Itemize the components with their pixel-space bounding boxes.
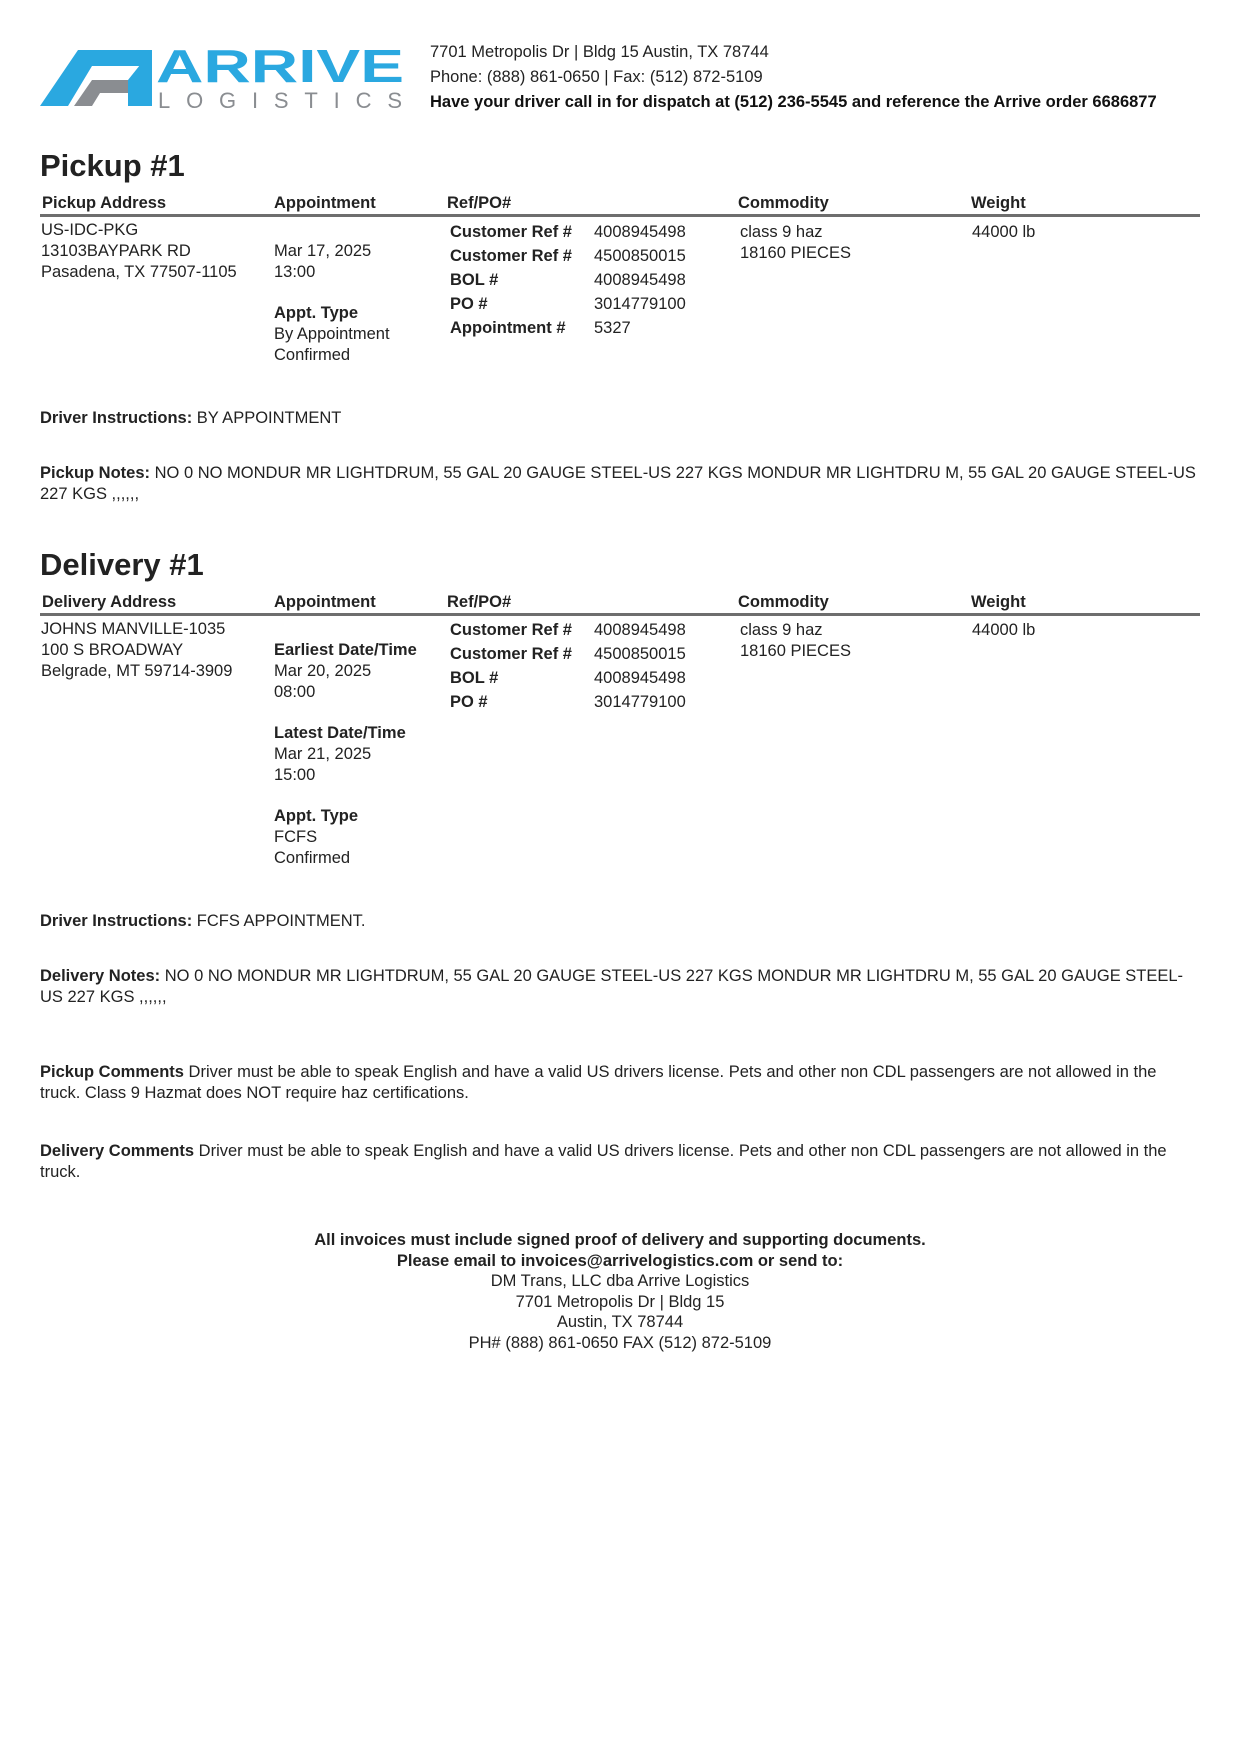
instructions-text: BY APPOINTMENT bbox=[196, 409, 342, 427]
latest-label: Latest Date/Time bbox=[274, 724, 406, 742]
pickup-refs bbox=[450, 222, 710, 342]
earliest-label: Earliest Date/Time bbox=[274, 641, 417, 659]
address-line: 100 S BROADWAY bbox=[41, 641, 184, 659]
svg-text:LOGISTICS: LOGISTICS bbox=[158, 88, 402, 112]
ref-row bbox=[450, 222, 710, 246]
appt-type-label: Appt. Type bbox=[274, 304, 359, 322]
ref-key: Appointment # bbox=[450, 319, 566, 337]
weight-header: Weight bbox=[971, 194, 1026, 212]
delivery-address-header: Delivery Address bbox=[42, 593, 177, 611]
address-line: Pasadena, TX 77507-1105 bbox=[41, 263, 237, 281]
invoice-footer bbox=[40, 1230, 1200, 1353]
ref-header: Ref/PO# bbox=[447, 194, 512, 212]
pickup-commodity bbox=[740, 222, 851, 264]
document-header bbox=[40, 40, 1200, 120]
instructions-label: Driver Instructions: bbox=[40, 912, 193, 930]
address-line: Belgrade, MT 59714-3909 bbox=[41, 662, 233, 680]
pickup-address-header: Pickup Address bbox=[42, 194, 167, 212]
appt-type-label: Appt. Type bbox=[274, 807, 359, 825]
notes-label: Pickup Notes: bbox=[40, 464, 151, 482]
appointment-header: Appointment bbox=[274, 593, 376, 611]
ref-key: Customer Ref # bbox=[450, 645, 572, 663]
latest-time: 15:00 bbox=[274, 766, 316, 784]
company-address: 7701 Metropolis Dr | Bldg 15 Austin, TX 78744 bbox=[430, 43, 769, 61]
address-line: 13103BAYPARK RD bbox=[41, 242, 191, 260]
delivery-comments-text: Driver must be able to speak English and have a valid US drivers license. Pets and other non CDL passengers are not allowed in the truck. bbox=[40, 1142, 1167, 1181]
notes-label: Delivery Notes: bbox=[40, 967, 161, 985]
footer-line: Austin, TX 78744 bbox=[556, 1313, 684, 1331]
commodity-line: 18160 PIECES bbox=[740, 642, 851, 660]
pickup-weight: 44000 lb bbox=[972, 223, 1036, 241]
ref-row bbox=[450, 620, 710, 644]
ref-value: 4008945498 bbox=[594, 621, 686, 639]
commodity-line: 18160 PIECES bbox=[740, 244, 851, 262]
pickup-comments-label: Pickup Comments bbox=[40, 1063, 184, 1081]
footer-line: DM Trans, LLC dba Arrive Logistics bbox=[490, 1272, 750, 1290]
pickup-driver-instructions bbox=[40, 408, 1200, 429]
address-line: US-IDC-PKG bbox=[41, 221, 139, 239]
ref-value: 4008945498 bbox=[594, 271, 686, 289]
pickup-appointment bbox=[274, 241, 390, 366]
pickup-address bbox=[41, 220, 237, 283]
weight-header: Weight bbox=[971, 593, 1026, 611]
ref-row bbox=[450, 294, 710, 318]
appointment-header: Appointment bbox=[274, 194, 376, 212]
delivery-title: Delivery #1 bbox=[40, 547, 204, 582]
delivery-refs bbox=[450, 620, 710, 716]
footer-line: 7701 Metropolis Dr | Bldg 15 bbox=[515, 1292, 725, 1311]
ref-header: Ref/PO# bbox=[447, 593, 512, 611]
ref-value: 4008945498 bbox=[594, 669, 686, 687]
dispatch-instructions: Have your driver call in for dispatch at (512) 236-5545 and reference the Arrive order 6686877 bbox=[430, 93, 1157, 111]
ref-row bbox=[450, 668, 710, 692]
ref-value: 3014779100 bbox=[594, 295, 686, 313]
pickup-table-header bbox=[40, 191, 1200, 217]
appt-status: Confirmed bbox=[274, 346, 351, 364]
ref-value: 5327 bbox=[594, 319, 631, 337]
ref-key: PO # bbox=[450, 693, 488, 711]
earliest-time: 08:00 bbox=[274, 683, 316, 701]
instructions-label: Driver Instructions: bbox=[40, 409, 193, 427]
pickup-comments-text: Driver must be able to speak English and have a valid US drivers license. Pets and other non CDL passengers are not allowed in the truck. Class 9 Hazmat does NOT require haz certifications. bbox=[40, 1063, 1157, 1102]
pickup-title: Pickup #1 bbox=[40, 148, 185, 183]
delivery-address bbox=[41, 619, 232, 682]
ref-key: BOL # bbox=[450, 271, 499, 289]
ref-row bbox=[450, 246, 710, 270]
commodity-header: Commodity bbox=[738, 593, 829, 611]
ref-row bbox=[450, 270, 710, 294]
footer-line: PH# (888) 861-0650 FAX (512) 872-5109 bbox=[468, 1333, 772, 1352]
footer-line: Please email to invoices@arrivelogistics.com or send to: bbox=[396, 1251, 844, 1270]
appt-type-value: By Appointment bbox=[274, 325, 390, 343]
ref-value: 4500850015 bbox=[594, 247, 686, 265]
delivery-comments-label: Delivery Comments bbox=[40, 1142, 195, 1160]
ref-row bbox=[450, 318, 710, 342]
appointment-date: Mar 17, 2025 bbox=[274, 242, 372, 260]
delivery-appointment bbox=[274, 640, 417, 869]
pickup-comments bbox=[40, 1062, 1200, 1104]
ref-value: 4008945498 bbox=[594, 223, 686, 241]
latest-date: Mar 21, 2025 bbox=[274, 745, 372, 763]
company-info bbox=[430, 40, 1157, 115]
ref-value: 4500850015 bbox=[594, 645, 686, 663]
earliest-date: Mar 20, 2025 bbox=[274, 662, 372, 680]
footer-line: All invoices must include signed proof of delivery and supporting documents. bbox=[314, 1231, 926, 1249]
appt-status: Confirmed bbox=[274, 849, 351, 867]
svg-text:ARRIVE: ARRIVE bbox=[156, 46, 404, 92]
ref-row bbox=[450, 644, 710, 668]
instructions-text: FCFS APPOINTMENT. bbox=[196, 912, 366, 930]
ref-key: BOL # bbox=[450, 669, 499, 687]
pickup-notes bbox=[40, 463, 1200, 505]
delivery-comments bbox=[40, 1141, 1200, 1183]
appointment-time: 13:00 bbox=[274, 263, 316, 281]
appt-type-value: FCFS bbox=[274, 828, 318, 846]
delivery-commodity bbox=[740, 620, 851, 662]
ref-key: Customer Ref # bbox=[450, 621, 572, 639]
notes-text: NO 0 NO MONDUR MR LIGHTDRUM, 55 GAL 20 GAUGE STEEL-US 227 KGS MONDUR MR LIGHTDRU M, 55 GAL 20 GAUGE STEEL-US 227 KGS ,,,,,, bbox=[40, 464, 1196, 503]
commodity-header: Commodity bbox=[738, 194, 829, 212]
delivery-table-header bbox=[40, 590, 1200, 616]
company-phone: Phone: (888) 861-0650 | Fax: (512) 872-5109 bbox=[430, 68, 763, 86]
ref-row bbox=[450, 692, 710, 716]
delivery-weight: 44000 lb bbox=[972, 621, 1036, 639]
address-line: JOHNS MANVILLE-1035 bbox=[41, 620, 226, 638]
commodity-line: class 9 haz bbox=[740, 223, 823, 241]
arrive-logistics-logo bbox=[40, 46, 405, 112]
commodity-line: class 9 haz bbox=[740, 621, 823, 639]
ref-key: Customer Ref # bbox=[450, 247, 572, 265]
delivery-notes bbox=[40, 966, 1200, 1008]
ref-key: Customer Ref # bbox=[450, 223, 572, 241]
delivery-driver-instructions bbox=[40, 911, 1200, 932]
ref-value: 3014779100 bbox=[594, 693, 686, 711]
notes-text: NO 0 NO MONDUR MR LIGHTDRUM, 55 GAL 20 GAUGE STEEL-US 227 KGS MONDUR MR LIGHTDRU M, 55 GAL 20 GAUGE STEEL-US 227 KGS ,,,,,, bbox=[40, 967, 1184, 1006]
ref-key: PO # bbox=[450, 295, 488, 313]
